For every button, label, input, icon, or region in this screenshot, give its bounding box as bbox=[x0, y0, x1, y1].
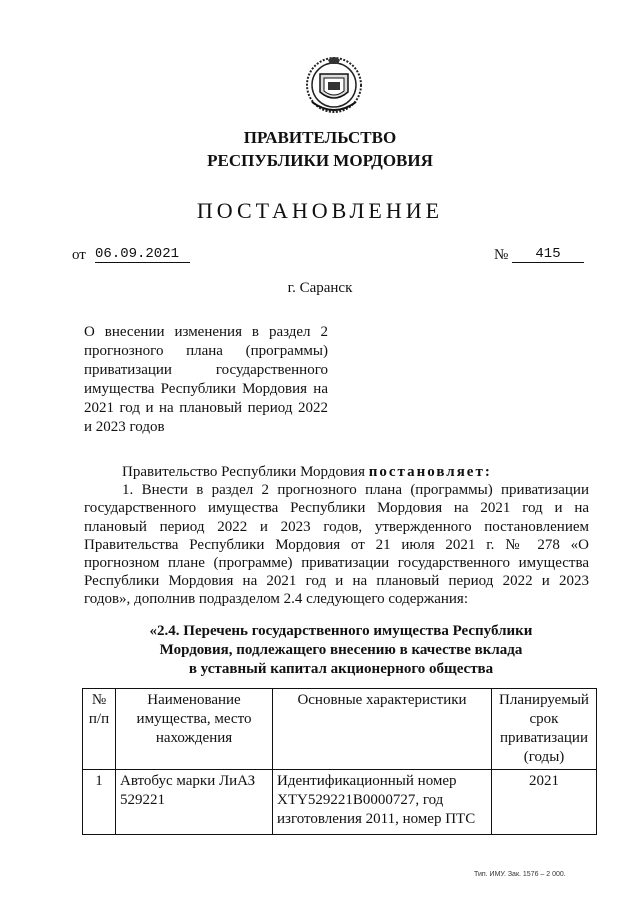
body-line: Правительства Республики Мордовия от 21 июля 2021 г. № 278 «О bbox=[84, 536, 589, 553]
document-body bbox=[84, 463, 589, 609]
header-text: п/п bbox=[88, 711, 110, 727]
section-heading-line: в уставный капитал акционерного общества bbox=[188, 661, 494, 677]
cell-text: Автобус марки ЛиАЗ bbox=[120, 773, 256, 789]
body-line: прогнозном плане (программе) приватизации государственного имущества bbox=[84, 555, 589, 572]
header-text: нахождения bbox=[155, 730, 233, 746]
subject-line: и 2023 годов bbox=[84, 419, 165, 435]
header-features bbox=[273, 689, 492, 770]
cell-num: 1 bbox=[83, 770, 116, 835]
government-title-line2: РЕСПУБЛИКИ МОРДОВИЯ bbox=[207, 151, 433, 170]
body-intro: Правительство Республики Мордовия bbox=[122, 464, 365, 480]
body-line: годов», дополнив подразделом 2.4 следующего содержания: bbox=[84, 591, 469, 608]
header-text: Наименование bbox=[147, 692, 241, 708]
number-value: 415 bbox=[512, 246, 584, 263]
document-type: ПОСТАНОВЛЕНИЕ bbox=[196, 198, 444, 223]
date-value: 06.09.2021 bbox=[95, 246, 190, 263]
subject-line: приватизации государственного bbox=[84, 362, 328, 378]
subject-line: прогнозного плана (программы) bbox=[84, 343, 328, 359]
section-heading-line: Мордовия, подлежащего внесению в качестве вклада bbox=[159, 642, 523, 658]
header-num bbox=[83, 689, 116, 770]
cell-text: 529221 bbox=[120, 792, 165, 808]
header-name bbox=[116, 689, 273, 770]
cell-name bbox=[116, 770, 273, 835]
header-text: (годы) bbox=[523, 749, 565, 765]
property-table bbox=[82, 688, 597, 835]
section-heading bbox=[90, 622, 592, 679]
header-text: Основные характеристики bbox=[297, 692, 467, 708]
table-header-row bbox=[83, 689, 597, 770]
document-subject bbox=[84, 323, 328, 437]
government-title-line1: ПРАВИТЕЛЬСТВО bbox=[243, 128, 397, 147]
city: г. Саранск bbox=[287, 280, 353, 296]
header-text: Планируемый bbox=[499, 692, 589, 708]
body-line: государственного имущества Республики Мордовия на 2021 год и на bbox=[84, 500, 589, 517]
body-line: Республики Мордовия на 2021 год и на плановый период 2022 и 2023 bbox=[84, 573, 589, 590]
date-label: от bbox=[72, 247, 86, 263]
body-line: плановый период 2022 и 2023 годов, утвержденного постановлением bbox=[84, 518, 589, 535]
number-label: № bbox=[494, 247, 509, 263]
decree-word: постановляет: bbox=[368, 464, 492, 480]
cell-term: 2021 bbox=[492, 770, 597, 835]
cell-text: Идентификационный номер bbox=[277, 773, 457, 789]
header-term bbox=[492, 689, 597, 770]
print-footer: Тип. ИМУ. Зак. 1576 – 2 000. bbox=[474, 871, 566, 878]
header-text: срок bbox=[529, 711, 559, 727]
section-heading-line: «2.4. Перечень государственного имущества Республики bbox=[149, 623, 533, 639]
subject-line: имущества Республики Мордовия на bbox=[84, 381, 328, 397]
cell-text: изготовления 2011, номер ПТС bbox=[277, 811, 476, 827]
subject-line: О внесении изменения в раздел 2 bbox=[84, 324, 328, 340]
body-line: 1. Внести в раздел 2 прогнозного плана (программы) приватизации bbox=[122, 482, 589, 499]
subject-line: 2021 год и на плановый период 2022 bbox=[84, 400, 328, 416]
coat-of-arms-icon bbox=[298, 52, 370, 116]
header-text: приватизации bbox=[500, 730, 588, 746]
cell-text: XTY529221B0000727, год bbox=[277, 792, 444, 808]
cell-features bbox=[273, 770, 492, 835]
header-text: имущества, место bbox=[136, 711, 252, 727]
body-intro-line bbox=[84, 463, 589, 481]
header-text: № bbox=[91, 692, 107, 708]
table-row bbox=[83, 770, 597, 835]
